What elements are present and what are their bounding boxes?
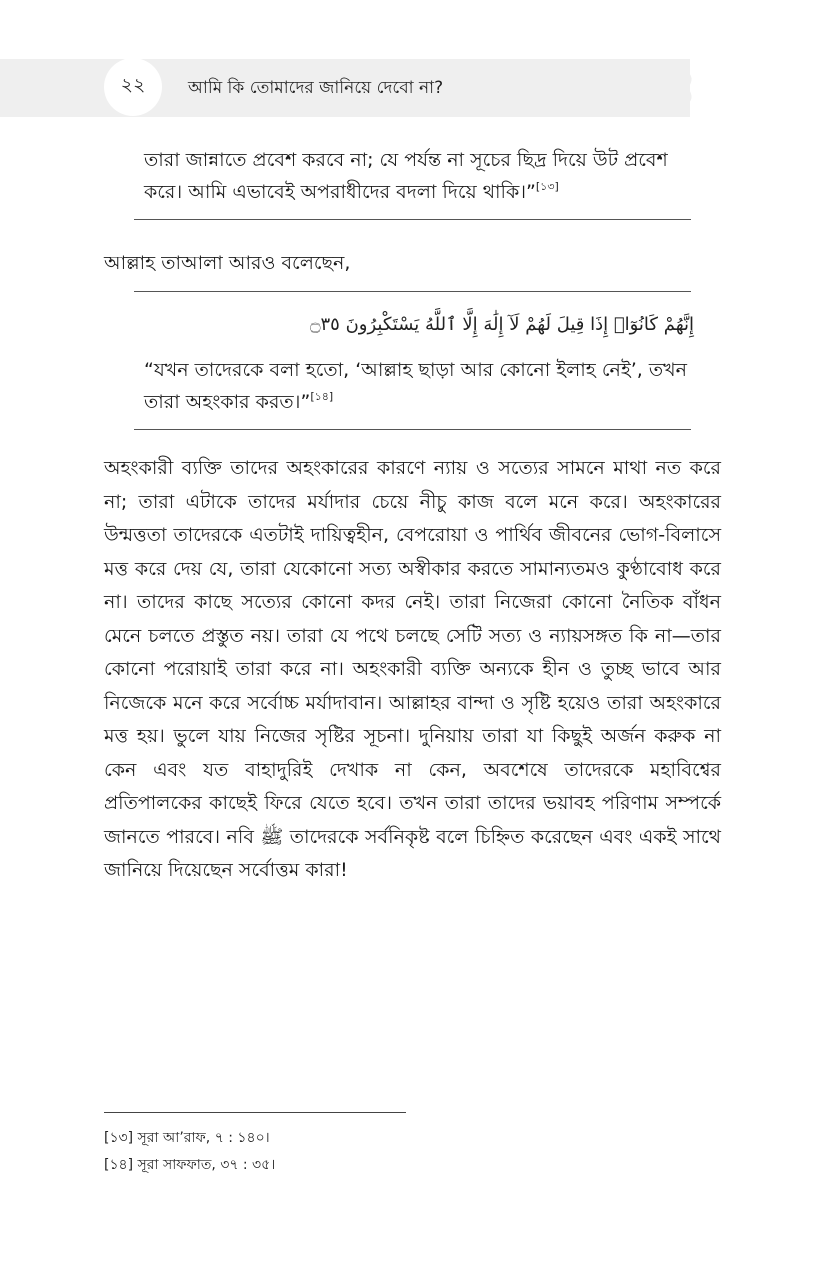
quote-continuation [144,144,694,211]
body-paragraph: অহংকারী ব্যক্তি তাদের অহংকারের কারণে ন্যায় ও সত্যের সামনে মাথা নত করে না; তারা এটাকে তাদের মর্যাদার চেয়ে নীচু কাজ বলে মনে করে। অহংকারের উন্মত্ততা তাদেরকে এতটাই দায়িত্বহীন, বেপরোয়া ও পার্থিব জীবনের ভোগ-বিলাসে মত্ত করে দেয় যে, তারা যেকোনো সত্য অস্বীকার করতে সামান্যতমও কুণ্ঠাবোধ করে না। তাদের কাছে সত্যের কোনো কদর নেই। তারা নিজেরা কোনো নৈতিক বাঁধন মেনে চলতে প্রস্তুত নয়। তারা যে পথে চলছে সেটি সত্য ও ন্যায়সঙ্গত কি না—তার কোনো পরোয়াই তারা করে না। অহংকারী ব্যক্তি অন্যকে হীন ও তুচ্ছ ভাবে আর নিজেকে মনে করে সর্বোচ্চ মর্যাদাবান। আল্লাহর বান্দা ও সৃষ্টি হয়েও তারা অহংকারে মত্ত হয়। ভুলে যায় নিজের সৃষ্টির সূচনা। দুনিয়ায় তারা যা কিছুই অর্জন করুক না কেন এবং যত বাহাদুরিই দেখাক না কেন, অবশেষে তাদেরকে মহাবিশ্বের প্রতিপালকের কাছেই ফিরে যেতে হবে। তখন তারা তাদের ভয়াবহ পরিণাম সম্পর্কে জানতে পারবে। নবি ﷺ তাদেরকে সর্বনিকৃষ্ট বলে চিহ্নিত করেছেন এবং একই সাথে জানিয়ে দিয়েছেন সর্বোত্তম কারা! [104,457,721,881]
quote2-rule-top [134,291,691,292]
running-title: আমি কি তোমাদের জানিয়ে দেবো না? [188,78,444,98]
quote-rule-bottom [134,219,691,220]
quote2-translation-text: “যখন তাদেরকে বলা হতো, ‘আল্লাহ ছাড়া আর কোনো ইলাহ নেই’, তখন তারা অহংকার করত।” [144,359,687,413]
footnote-ref-13: [১৩] [535,180,559,193]
arabic-verse: إِنَّهُمْ كَانُوٓا۟ إِذَا قِيلَ لَهُمْ لَآ إِلَٰهَ إِلَّا ٱللَّهُ يَسْتَكْبِرُونَ ۝٣٥ [309,314,694,335]
quote2-translation [144,354,694,421]
quote2-rule-bottom [134,429,691,430]
intro-line: আল্লাহ তাআলা আরও বলেছেন, [104,252,351,274]
header-band-end [648,59,696,117]
footnote-rule [104,1112,406,1113]
quote-continuation-text: তারা জান্নাতে প্রবেশ করবে না; যে পর্যন্ত না সূচের ছিদ্র দিয়ে উট প্রবেশ করে। আমি এভাবেই অপরাধীদের বদলা দিয়ে থাকি।” [144,149,668,203]
page-number: ২২ [104,58,162,116]
footnote-13: [১৩] সূরা আ’রাফ, ৭ : ১৪০। [104,1130,270,1146]
footnote-ref-14: [১৪] [310,390,334,403]
footnote-14: [১৪] সূরা সাফফাত, ৩৭ : ৩৫। [104,1157,276,1173]
